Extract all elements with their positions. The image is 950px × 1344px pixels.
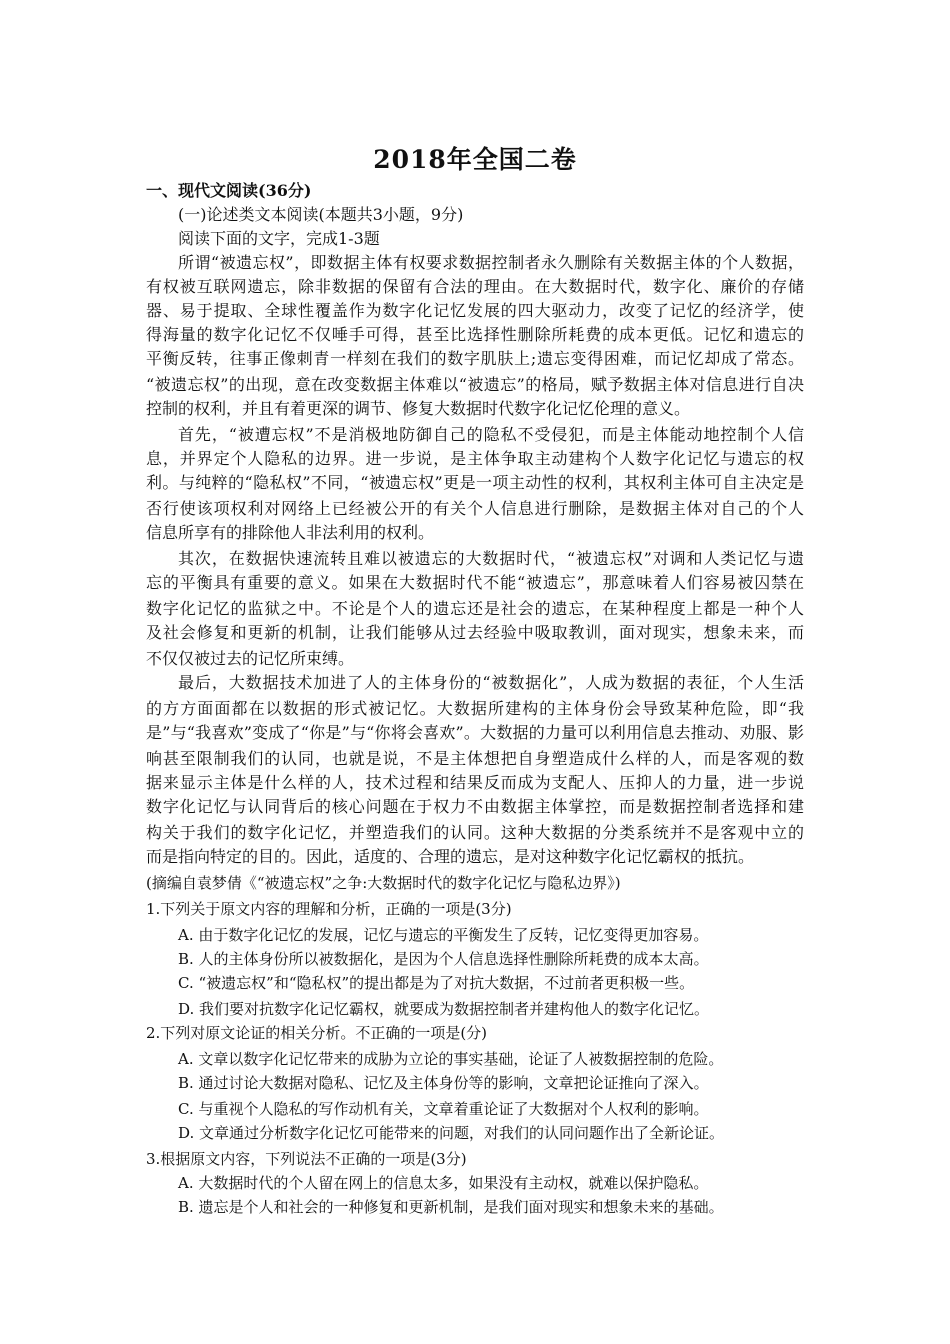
passage-line: 最后，大数据技术加进了人的主体身份的“被数据化”，人成为数据的表征，个人生活 [178,673,804,692]
answer-option: C. 与重视个人隐私的写作动机有关，文章着重论证了大数据对个人权利的影响。 [178,1100,709,1118]
passage-line: 其次，在数据快速流转且难以被遗忘的大数据时代，“被遗忘权”对调和人类记忆与遗 [178,549,804,568]
passage-line: 首先，“被遭忘权”不是消极地防御自己的隐私不受侵犯，而是主体能动地控制个人信 [178,425,804,444]
instruction: 阅读下面的文字，完成1-3题 [178,229,380,248]
answer-option: C. “被遗忘权”和“隐私权”的提出都是为了对抗大数据，不过前者更积极一些。 [178,974,695,992]
question-stem: 2.下列对原文论证的相关分析。不正确的一项是(分) [146,1024,488,1042]
answer-option: B. 人的主体身份所以被数据化，是因为个人信息选择性删除所耗费的成本太高。 [178,950,709,968]
passage-line: 忘的平衡具有重要的意义。如果在大数据时代不能“被遗忘”，那意味着人们容易被囚禁在 [146,573,804,592]
passage-line: 的方方面面都在以数据的形式被记忆。大数据所建构的主体身份会导致某种危险，即“我 [146,699,804,718]
passage-line: 息，并界定个人隐私的边界。进一步说，是主体争取主动建构个人数字化记忆与遗忘的权 [146,449,804,468]
passage-line: 而是指向特定的目的。因此，适度的、合理的遗忘，是对这种数字化记忆霸权的抵抗。 [146,847,755,866]
passage-line: 数字化记忆的监狱之中。不论是个人的遗忘还是社会的遗忘，在某种程度上都是一种个人 [146,599,804,618]
answer-option: B. 遗忘是个人和社会的一种修复和更新机制，是我们面对现实和想象未来的基础。 [178,1198,724,1216]
source-note: (摘编自袁梦倩《“被遗忘权”之争:大数据时代的数字化记忆与隐私边界》) [146,874,621,892]
passage-line: 所谓“被遗忘权”，即数据主体有权要求数据控制者永久删除有关数据主体的个人数据， [178,253,804,272]
passage-line: 数字化记忆与认同背后的核心问题在于权力不由数据主体掌控，而是数据控制者选择和建 [146,797,804,816]
passage-line: 得海量的数字化记忆不仅唾手可得，甚至比选择性删除所耗费的成本更低。记忆和遗忘的 [146,325,804,344]
passage-line: 利。与纯粹的“隐私权”不同，“被遗忘权”更是一项主动性的权利，其权利主体可自主决定是 [146,473,804,492]
question-stem: 1.下列关于原文内容的理解和分析，正确的一项是(3分) [146,900,512,918]
passage-line: 信息所享有的排除他人非法利用的权利。 [146,523,435,542]
passage-line: 响甚至限制我们的认同，也就是说，不是主体想把自身塑造成什么样的人，而是客观的数 [146,749,804,768]
answer-option: A. 由于数字化记忆的发展，记忆与遗忘的平衡发生了反转，记忆变得更加容易。 [178,926,709,944]
passage-line: 器、易于提取、全球性覆盖作为数字化记忆发展的四大驱动力，改变了记忆的经济学，使 [146,301,804,320]
passage-line: 平衡反转，往事正像刺青一样刻在我们的数字肌肤上;遗忘变得困难，而记忆却成了常态。 [146,349,804,368]
answer-option: A. 大数据时代的个人留在网上的信息太多，如果没有主动权，就难以保护隐私。 [178,1174,709,1192]
answer-option: D. 文章通过分析数字化记忆可能带来的问题，对我们的认同问题作出了全新论证。 [178,1124,725,1142]
question-stem: 3.根据原文内容，下列说法不正确的一项是(3分) [146,1150,467,1168]
passage-line: 及社会修复和更新的机制，让我们能够从过去经验中吸取教训，面对现实，想象未来，而 [146,623,804,642]
passage-line: 有权被互联网遗忘，除非数据的保留有合法的理由。在大数据时代，数字化、廉价的存储 [146,277,804,296]
passage-line: “被遗忘权”的出现，意在改变数据主体难以“被遗忘”的格局，赋予数据主体对信息进行自决 [146,375,804,394]
passage-line: 构关于我们的数字化记忆，并塑造我们的认同。这种大数据的分类系统并不是客观中立的 [146,823,804,842]
section-heading: 一、现代文阅读(36分) [146,181,312,200]
passage-line: 控制的权利，并且有着更深的调节、修复大数据时代数字化记忆伦理的意义。 [146,399,691,418]
passage-line: 不仅仅被过去的记忆所束缚。 [146,649,355,668]
page-title: 2018年全国二卷 [373,145,577,174]
passage-line: 据来显示主体是什么样的人，技术过程和结果反而成为支配人、压抑人的力量，进一步说 [146,773,804,792]
answer-option: B. 通过讨论大数据对隐私、记忆及主体身份等的影响，文章把论证推向了深入。 [178,1074,709,1092]
subsection-heading: (一)论述类文本阅读(本题共3小题，9分) [178,205,464,224]
passage-line: 否行使该项权利对网络上已经被公开的有关个人信息进行删除，是数据主体对自己的个人 [146,499,804,518]
passage-line: 是”与“我喜欢”变成了“你是”与“你将会喜欢”。大数据的力量可以利用信息去推动、劝服、影 [146,723,804,742]
answer-option: A. 文章以数字化记忆带来的成胁为立论的事实基础，论证了人被数据控制的危险。 [178,1050,724,1068]
answer-option: D. 我们要对抗数字化记忆霸权，就要成为数据控制者并建构他人的数字化记忆。 [178,1000,710,1018]
